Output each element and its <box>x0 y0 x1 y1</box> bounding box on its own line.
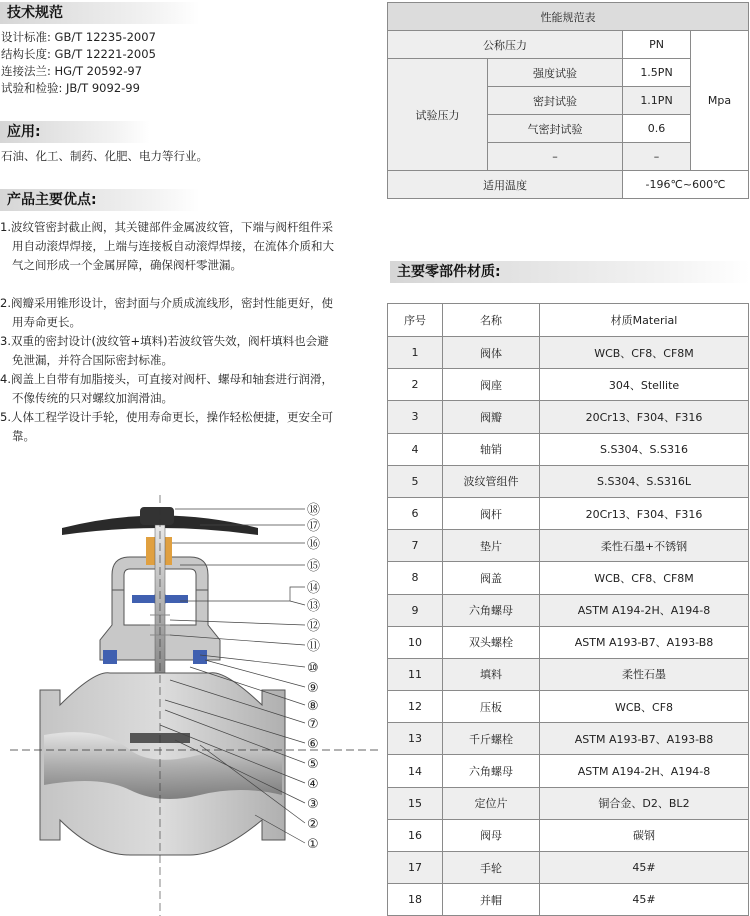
cell-name: 并帽 <box>443 884 540 916</box>
cell-name: 六角螺母 <box>443 594 540 626</box>
table-row <box>388 884 749 916</box>
cell-no: 8 <box>388 562 443 594</box>
table-row <box>388 819 749 851</box>
table-row <box>388 852 749 884</box>
cell-material: ASTM A194-2H、A194-8 <box>540 755 749 787</box>
table-row <box>388 497 749 529</box>
cell-material: 柔性石墨+不锈钢 <box>540 530 749 562</box>
advantage-item: 5.人体工程学设计手轮，使用寿命更长，操作轻松便捷，更安全可靠。 <box>0 410 333 443</box>
cell-material: WCB、CF8、CF8M <box>540 562 749 594</box>
cell-no: 5 <box>388 465 443 497</box>
advantage-item: 3.双重的密封设计(波纹管+填料)若波纹管失效，阀杆填料也会避免泄漏，并符合国际密封标准。 <box>0 334 329 367</box>
callout-4: ④ <box>307 777 319 792</box>
callout-17: ⑰ <box>307 519 321 534</box>
nominal-value: PN <box>623 31 691 59</box>
temp-value: -196℃~600℃ <box>623 171 749 199</box>
test-value: – <box>623 143 691 171</box>
materials-title: 主要零部件材质: <box>390 261 750 283</box>
table-row <box>388 369 749 401</box>
tech-line-4: 试验和检验: JB/T 9092-99 <box>1 81 140 95</box>
table-row <box>388 787 749 819</box>
test-value: 1.5PN <box>623 59 691 87</box>
callout-16: ⑯ <box>307 537 321 552</box>
test-name: 气密封试验 <box>488 115 623 143</box>
cell-material: 45# <box>540 852 749 884</box>
cell-no: 3 <box>388 401 443 433</box>
cell-material: 铜合金、D2、BL2 <box>540 787 749 819</box>
table-row <box>388 755 749 787</box>
cell-material: S.S304、S.S316L <box>540 465 749 497</box>
materials-header-row <box>388 304 749 337</box>
cell-name: 六角螺母 <box>443 755 540 787</box>
callout-7: ⑦ <box>307 717 319 732</box>
cell-name: 阀母 <box>443 819 540 851</box>
table-row <box>388 465 749 497</box>
advantages-title: 产品主要优点: <box>0 189 200 211</box>
cell-no: 12 <box>388 691 443 723</box>
cell-name: 阀座 <box>443 369 540 401</box>
table-row <box>388 562 749 594</box>
cell-name: 阀盖 <box>443 562 540 594</box>
tech-line-2: 结构长度: GB/T 12221-2005 <box>1 47 156 61</box>
cell-material: 20Cr13、F304、F316 <box>540 497 749 529</box>
cell-no: 7 <box>388 530 443 562</box>
cell-name: 垫片 <box>443 530 540 562</box>
cell-name: 填料 <box>443 658 540 690</box>
test-name: 强度试验 <box>488 59 623 87</box>
callout-2: ② <box>307 817 319 832</box>
cell-material: 碳钢 <box>540 819 749 851</box>
callout-18: ⑱ <box>307 503 321 518</box>
cell-material: S.S304、S.S316 <box>540 433 749 465</box>
table-row <box>388 530 749 562</box>
cell-no: 11 <box>388 658 443 690</box>
table-row <box>388 658 749 690</box>
cell-material: ASTM A193-B7、A193-B8 <box>540 723 749 755</box>
advantages-list <box>0 218 340 446</box>
advantage-item: 4.阀盖上自带有加脂接头，可直接对阀杆、螺母和轴套进行润滑，不像传统的只对螺纹加润滑油。 <box>0 372 333 405</box>
callout-12: ⑫ <box>307 619 321 634</box>
cell-no: 6 <box>388 497 443 529</box>
cell-name: 手轮 <box>443 852 540 884</box>
callout-11: ⑪ <box>307 639 321 654</box>
cell-no: 18 <box>388 884 443 916</box>
application-text: 石油、化工、制药、化肥、电力等行业。 <box>1 149 208 163</box>
callout-10: ⑩ <box>307 661 319 676</box>
callout-1: ① <box>307 837 319 852</box>
performance-spec-table <box>387 2 749 199</box>
cell-name: 轴销 <box>443 433 540 465</box>
temp-label: 适用温度 <box>388 171 623 199</box>
test-name: 密封试验 <box>488 87 623 115</box>
cell-name: 波纹管组件 <box>443 465 540 497</box>
cell-name: 阀瓣 <box>443 401 540 433</box>
table-row <box>388 723 749 755</box>
callout-9: ⑨ <box>307 681 319 696</box>
cell-name: 双头螺栓 <box>443 626 540 658</box>
callout-6: ⑥ <box>307 737 319 752</box>
cell-material: ASTM A194-2H、A194-8 <box>540 594 749 626</box>
cell-name: 定位片 <box>443 787 540 819</box>
cell-no: 2 <box>388 369 443 401</box>
cell-material: 20Cr13、F304、F316 <box>540 401 749 433</box>
cell-no: 14 <box>388 755 443 787</box>
cell-material: 45# <box>540 884 749 916</box>
callout-14: ⑭ <box>307 581 321 596</box>
tech-line-1: 设计标准: GB/T 12235-2007 <box>1 30 156 44</box>
unit-label: Mpa <box>691 31 749 171</box>
table-row <box>388 401 749 433</box>
materials-table <box>387 303 749 916</box>
col-header-no: 序号 <box>388 304 443 337</box>
table-row <box>388 433 749 465</box>
callout-13: ⑬ <box>307 599 321 614</box>
callout-15: ⑮ <box>307 559 321 574</box>
cell-no: 9 <box>388 594 443 626</box>
test-pressure-label: 试验压力 <box>388 59 488 171</box>
cell-material: ASTM A193-B7、A193-B8 <box>540 626 749 658</box>
cell-material: 柔性石墨 <box>540 658 749 690</box>
col-header-material: 材质Material <box>540 304 749 337</box>
cell-material: 304、Stellite <box>540 369 749 401</box>
cell-no: 15 <box>388 787 443 819</box>
test-value: 0.6 <box>623 115 691 143</box>
callout-5: ⑤ <box>307 757 319 772</box>
perf-title: 性能规范表 <box>388 3 749 31</box>
cell-no: 4 <box>388 433 443 465</box>
table-row <box>388 626 749 658</box>
cell-material: WCB、CF8、CF8M <box>540 337 749 369</box>
cell-name: 压板 <box>443 691 540 723</box>
col-header-name: 名称 <box>443 304 540 337</box>
table-row <box>388 337 749 369</box>
cell-no: 16 <box>388 819 443 851</box>
tech-spec-title: 技术规范 <box>0 2 200 24</box>
cell-name: 千斤螺栓 <box>443 723 540 755</box>
table-row <box>388 594 749 626</box>
cell-no: 17 <box>388 852 443 884</box>
callout-3: ③ <box>307 797 319 812</box>
callout-8: ⑧ <box>307 699 319 714</box>
advantage-item: 2.阀瓣采用锥形设计，密封面与介质成流线形，密封性能更好，使用寿命更长。 <box>0 296 333 329</box>
advantage-item: 1.波纹管密封截止阀，其关键部件金属波纹管，下端与阀杆组件采用自动滚焊焊接，上端与连接板自动滚焊焊接，在流体介质和大气之间形成一个金属屏障，确保阀杆零泄漏。 <box>0 220 334 272</box>
valve-cross-section-diagram <box>0 495 390 916</box>
tech-line-3: 连接法兰: HG/T 20592-97 <box>1 64 143 78</box>
table-row <box>388 691 749 723</box>
cell-name: 阀体 <box>443 337 540 369</box>
cell-no: 1 <box>388 337 443 369</box>
cell-name: 阀杆 <box>443 497 540 529</box>
nominal-label: 公称压力 <box>388 31 623 59</box>
cell-no: 13 <box>388 723 443 755</box>
cell-no: 10 <box>388 626 443 658</box>
cell-material: WCB、CF8 <box>540 691 749 723</box>
application-title: 应用: <box>0 121 150 143</box>
test-name: – <box>488 143 623 171</box>
test-value: 1.1PN <box>623 87 691 115</box>
